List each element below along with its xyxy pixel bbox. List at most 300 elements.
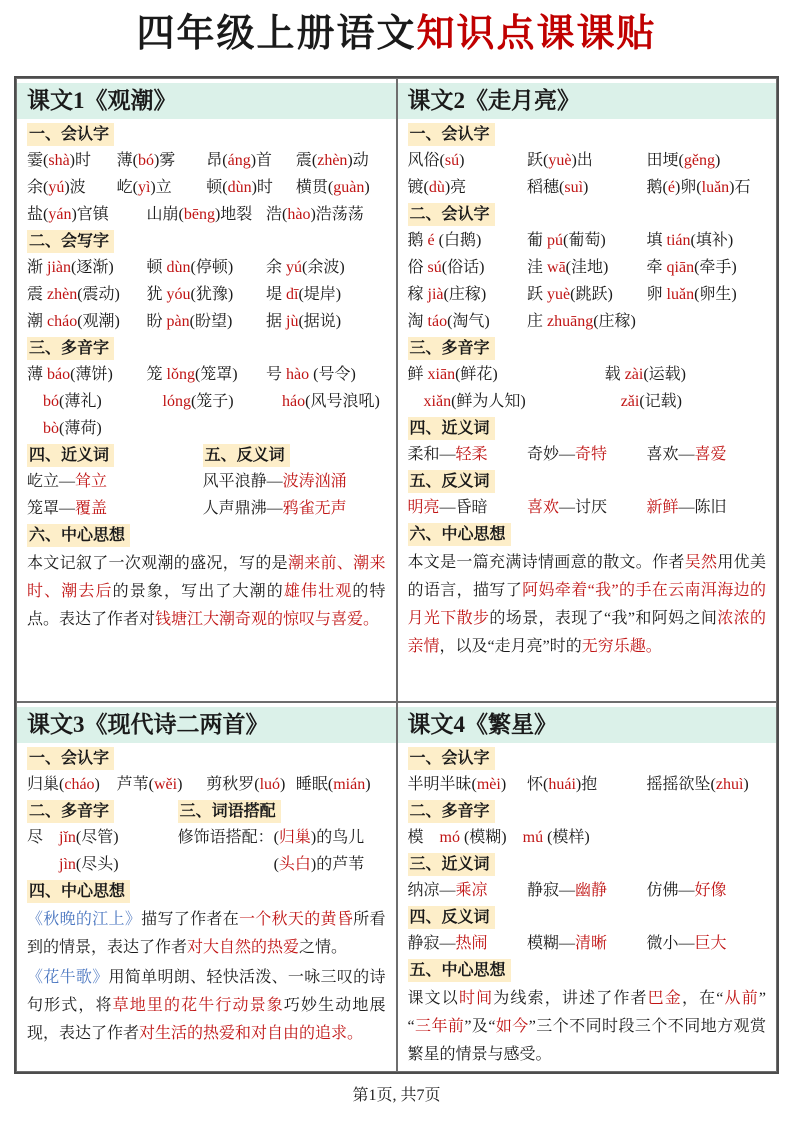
- text: 霎(: [27, 151, 49, 169]
- text: (犹豫): [190, 285, 234, 303]
- text: 摇摇欲坠(: [646, 775, 716, 793]
- vocab-entry: [27, 203, 147, 227]
- vocab-entry: [178, 853, 386, 877]
- text: )动: [347, 151, 369, 169]
- vocab-entry: [27, 310, 147, 334]
- text: 屹立—: [27, 472, 76, 490]
- text: 犹: [146, 285, 167, 303]
- section-label-row: [27, 524, 386, 547]
- text: (: [177, 855, 279, 873]
- vocab-entry: [203, 470, 386, 494]
- text: 渐: [27, 258, 48, 276]
- text: 模: [407, 828, 440, 846]
- text: )地裂: [214, 205, 253, 223]
- text: 纳凉—: [407, 881, 456, 899]
- summary-paragraph: [27, 964, 386, 1048]
- text: )首: [250, 151, 273, 169]
- vocab-entry: [296, 773, 386, 797]
- vocab-entry: [408, 932, 528, 956]
- text: ): [94, 775, 100, 793]
- text: 芦苇(: [116, 775, 154, 793]
- text: 剪秋罗(: [206, 775, 260, 793]
- vocab-row: [408, 826, 767, 850]
- red-text: gěng: [683, 151, 715, 169]
- text: ): [583, 178, 589, 196]
- text: 顿(: [206, 178, 228, 196]
- red-text: 轻柔: [455, 445, 488, 463]
- text: (白鹅): [438, 231, 482, 249]
- red-text: luǎn: [666, 285, 695, 303]
- vocab-entry: [647, 283, 767, 307]
- text: (逐渐): [71, 258, 114, 276]
- text: 横贯(: [295, 178, 334, 196]
- text: )时: [251, 178, 273, 196]
- red-text: 耸立: [75, 472, 108, 490]
- text: )抱: [575, 775, 598, 793]
- summary-paragraph: [27, 550, 386, 634]
- text: (盼望): [189, 312, 233, 330]
- vocab-entry: [147, 256, 267, 280]
- lessons-table: [14, 76, 779, 1074]
- section-label-row: [27, 880, 386, 903]
- text: 洼: [527, 258, 548, 276]
- vocab-entry: [527, 932, 647, 956]
- vocab-entry: [27, 149, 117, 173]
- text: (庄稼): [443, 285, 487, 303]
- section-label: 二、多音字: [27, 800, 114, 823]
- red-text: xiǎn: [423, 392, 452, 410]
- text: —陈旧: [678, 498, 727, 516]
- text: (薄饼): [70, 365, 113, 383]
- red-text: háo: [282, 392, 306, 410]
- section-label-row: [408, 959, 767, 982]
- red-text: yán: [48, 205, 72, 223]
- red-text: báo: [47, 365, 71, 383]
- red-text: sú: [427, 258, 442, 276]
- text: 盐(: [27, 205, 49, 223]
- text: 镀(: [407, 178, 429, 196]
- section-label: 一、会认字: [408, 123, 495, 146]
- summary-paragraph: [27, 906, 386, 962]
- red-text: 头白: [278, 855, 311, 873]
- lesson-4-body: [408, 747, 767, 1069]
- text: )立: [150, 178, 172, 196]
- vocab-entry: [647, 443, 767, 467]
- text: 牵: [646, 258, 667, 276]
- vocab-row: [408, 176, 767, 200]
- lesson-1-body: [27, 123, 386, 634]
- vocab-entry: [117, 149, 207, 173]
- lesson-3-body: [27, 747, 386, 1048]
- vocab-row: [408, 283, 767, 307]
- red-text: 吴然: [684, 553, 718, 571]
- vocab-entry: [27, 497, 203, 521]
- text: 仿佛—: [646, 881, 695, 899]
- text: 填: [646, 231, 667, 249]
- text: 跃: [527, 285, 548, 303]
- text: [605, 393, 621, 410]
- text: )出: [571, 151, 593, 169]
- section-label-row: [408, 800, 767, 823]
- red-text: zhuāng: [547, 312, 594, 330]
- cell-lesson-1: [16, 78, 397, 702]
- text: (号令): [309, 365, 356, 383]
- red-text: 波涛汹涌: [282, 472, 347, 490]
- text: (尽头): [75, 855, 119, 873]
- red-text: táo: [427, 312, 448, 330]
- text: ，在“: [681, 989, 724, 1007]
- red-text: 钱塘江大潮奇观的惊叹与喜爱。: [155, 610, 380, 628]
- red-text: mú: [522, 828, 544, 846]
- vocab-row: [408, 496, 767, 520]
- section-label: 五、反义词: [203, 444, 290, 467]
- red-text: dùn: [227, 178, 252, 196]
- red-text: 喜爱: [694, 445, 727, 463]
- red-text: yì: [137, 178, 151, 196]
- text: 柔和—: [407, 445, 456, 463]
- text: (笼子): [190, 392, 234, 410]
- vocab-entry: [647, 256, 767, 280]
- text: 的特点。表达了作者对: [27, 582, 386, 628]
- text: (震动): [77, 285, 120, 303]
- vocab-entry: [527, 176, 647, 200]
- vocab-row: [408, 773, 767, 797]
- vocab-entry: [408, 310, 528, 334]
- vocab-entry: [27, 363, 147, 387]
- text: (模糊): [459, 828, 523, 846]
- vocab-row: [27, 256, 386, 280]
- vocab-row: [408, 932, 767, 956]
- text: 描写了作者在: [141, 910, 239, 928]
- text: [147, 393, 163, 410]
- vocab-entry: [147, 203, 267, 227]
- text: (停顿): [190, 258, 234, 276]
- vocab-entry: [266, 283, 386, 307]
- text: ): [280, 775, 286, 793]
- section-label: 二、会认字: [408, 203, 495, 226]
- red-text: 时间: [458, 989, 494, 1007]
- text: 半明半昧(: [407, 775, 477, 793]
- text: (运载): [643, 365, 687, 383]
- red-text: qiān: [666, 258, 695, 276]
- text: (葡萄): [563, 231, 606, 249]
- section-label: 六、中心思想: [27, 524, 130, 547]
- text: 修饰语搭配：(: [177, 828, 279, 846]
- red-text: 无穷乐趣。: [581, 637, 662, 655]
- text: 静寂—: [527, 881, 576, 899]
- vocab-entry: [27, 390, 147, 414]
- red-text: 一个秋天的黄昏: [239, 910, 354, 928]
- red-text: hào: [287, 205, 311, 223]
- lesson-4-title: 课文4《繁星》: [398, 707, 777, 743]
- vocab-entry: [408, 176, 528, 200]
- vocab-entry: [408, 390, 605, 414]
- red-text: yóu: [166, 285, 191, 303]
- section-label: 四、反义词: [408, 906, 495, 929]
- vocab-row: [408, 363, 767, 387]
- vocab-row: [27, 310, 386, 334]
- red-text: mèi: [476, 775, 501, 793]
- section-label-row: [27, 123, 386, 146]
- vocab-entry: [527, 443, 647, 467]
- text: (洼地): [565, 258, 609, 276]
- text: (尽管): [75, 828, 119, 846]
- text: ，以及“走月亮”时的: [439, 637, 582, 655]
- red-text: 巴金: [647, 989, 682, 1007]
- text: —昏暗: [439, 498, 488, 516]
- vocab-entry: [206, 149, 296, 173]
- text: 风平浪静—: [202, 472, 283, 490]
- red-text: mó: [439, 828, 460, 846]
- vocab-entry: [647, 773, 767, 797]
- text: 跃(: [527, 151, 549, 169]
- text: 鹅(: [646, 178, 668, 196]
- vocab-row: [27, 363, 386, 387]
- text: 卵: [646, 285, 667, 303]
- section-label: 一、会认字: [27, 123, 114, 146]
- red-text: xiān: [427, 365, 456, 383]
- vocab-entry: [203, 497, 386, 521]
- vocab-entry: [527, 149, 647, 173]
- section-label: 二、多音字: [408, 800, 495, 823]
- lesson-2-body: [408, 123, 767, 661]
- text: 鹅: [407, 231, 428, 249]
- text: 为线索，讲述了作者: [493, 989, 648, 1007]
- red-text: jù: [286, 312, 299, 330]
- vocab-row: [408, 390, 767, 414]
- section-label: 二、会写字: [27, 230, 114, 253]
- vocab-entry: [408, 773, 528, 797]
- section-label: 四、近义词: [408, 417, 495, 440]
- cell-lesson-2: [397, 78, 778, 702]
- red-text: é: [667, 178, 675, 196]
- red-text: 浓浓的亲情: [407, 609, 766, 655]
- red-text: 如今: [495, 1017, 529, 1035]
- text: [266, 393, 282, 410]
- cell-lesson-3: [16, 702, 397, 1072]
- red-text: 乘凉: [455, 881, 488, 899]
- text: 本文是一篇充满诗情画意的散文。作者: [407, 553, 685, 571]
- text: (薄礼): [59, 392, 102, 410]
- text: (堤岸): [298, 285, 342, 303]
- red-text: bò: [43, 419, 60, 437]
- section-label-row: [408, 417, 767, 440]
- vocab-entry: [27, 853, 178, 877]
- red-text: 对生活的热爱和对自由的追求。: [139, 1024, 364, 1042]
- text: [27, 420, 43, 437]
- red-text: 草地里的花牛行动景象: [112, 996, 284, 1014]
- vocab-entry: [605, 363, 766, 387]
- text: )亮: [444, 178, 467, 196]
- vocab-entry: [408, 149, 528, 173]
- vocab-entry: [296, 149, 386, 173]
- text: 薄(: [116, 151, 138, 169]
- text: 庄: [527, 312, 548, 330]
- red-text: jìn: [59, 855, 76, 873]
- red-text: 对大自然的热爱: [187, 938, 300, 956]
- cell-lesson-4: [397, 702, 778, 1072]
- red-text: 从前: [723, 989, 759, 1007]
- text: ): [365, 775, 371, 793]
- section-label: 五、反义词: [408, 470, 495, 493]
- blue-text: 《花牛歌》: [27, 968, 109, 986]
- red-text: luó: [259, 775, 281, 793]
- vocab-row: [27, 826, 386, 850]
- text: 鲜: [407, 365, 428, 383]
- vocab-entry: [178, 826, 386, 850]
- red-text: pàn: [166, 312, 190, 330]
- text: 微小—: [646, 934, 695, 952]
- text: (余波): [302, 258, 345, 276]
- vocab-row: [27, 176, 386, 200]
- red-text: wěi: [153, 775, 178, 793]
- text: )浩荡荡: [310, 205, 364, 223]
- vocab-row: [27, 417, 386, 441]
- vocab-entry: [408, 879, 528, 903]
- text: )卵(: [674, 178, 702, 196]
- text: [27, 856, 59, 873]
- red-text: 明亮: [407, 498, 440, 516]
- red-text: luǎn: [701, 178, 730, 196]
- red-text: cháo: [64, 775, 95, 793]
- text: 奇妙—: [527, 445, 576, 463]
- vocab-entry: [527, 283, 647, 307]
- vocab-entry: [527, 496, 647, 520]
- text: 潮: [27, 312, 48, 330]
- text: 薄: [27, 365, 48, 383]
- vocab-entry: [147, 283, 267, 307]
- red-text: 鸦雀无声: [282, 499, 347, 517]
- red-text: 巨大: [694, 934, 727, 952]
- text: (笼罩): [194, 365, 238, 383]
- text: [408, 393, 424, 410]
- text: (鲜为人知): [451, 392, 526, 410]
- vocab-entry: [647, 879, 767, 903]
- red-text: mián: [333, 775, 366, 793]
- vocab-entry: [266, 256, 386, 280]
- vocab-entry: [27, 470, 203, 494]
- vocab-entry: [647, 932, 767, 956]
- vocab-entry: [647, 149, 767, 173]
- vocab-row: [27, 390, 386, 414]
- text: 顿: [146, 258, 167, 276]
- text: ): [743, 775, 749, 793]
- vocab-entry: [147, 363, 267, 387]
- section-label: 四、近义词: [27, 444, 114, 467]
- text: 屹(: [116, 178, 138, 196]
- text: (观潮): [77, 312, 120, 330]
- vocab-entry: [408, 826, 767, 850]
- text: 喜欢—: [646, 445, 695, 463]
- section-label: 三、词语搭配: [178, 800, 281, 823]
- text: (填补): [690, 231, 734, 249]
- vocab-entry: [527, 310, 647, 334]
- text: 山崩(: [146, 205, 184, 223]
- section-label: 四、中心思想: [27, 880, 130, 903]
- vocab-entry: [527, 773, 647, 797]
- text: 震: [27, 285, 48, 303]
- text: 尽: [27, 828, 60, 846]
- red-text: zài: [624, 365, 644, 383]
- red-text: bó: [137, 151, 154, 169]
- text: )官镇: [71, 205, 109, 223]
- blue-text: 《秋晚的江上》: [27, 910, 142, 928]
- text: (鲜花): [455, 365, 498, 383]
- red-text: 潮来前、潮来时、潮去后: [27, 554, 386, 600]
- red-text: tián: [666, 231, 691, 249]
- red-text: wā: [547, 258, 566, 276]
- vocab-entry: [206, 773, 296, 797]
- red-text: 幽静: [575, 881, 608, 899]
- red-text: dī: [286, 285, 299, 303]
- vocab-entry: [647, 496, 767, 520]
- text: 余: [266, 258, 287, 276]
- section-label-row: [408, 123, 767, 146]
- vocab-row: [27, 203, 386, 227]
- red-text: hào: [286, 365, 310, 383]
- vocab-entry: [206, 176, 296, 200]
- section-label-row: [27, 337, 386, 360]
- section-label-row: [408, 337, 767, 360]
- text: 所看到的情景，表达了作者: [27, 910, 386, 956]
- text: [27, 393, 43, 410]
- red-text: 归巢: [278, 828, 311, 846]
- text: 归巢(: [27, 775, 65, 793]
- section-label-row: [27, 800, 386, 823]
- text: (卵生): [694, 285, 737, 303]
- red-text: sú: [444, 151, 460, 169]
- red-text: shà: [48, 151, 70, 169]
- vocab-row: [27, 283, 386, 307]
- red-text: yuè: [547, 285, 571, 303]
- text: ”三个不同时段三个不同地方观赏繁星的情景与感受。: [407, 1017, 766, 1063]
- text: 稼: [407, 285, 428, 303]
- summary-paragraph: [408, 549, 767, 661]
- text: 堤: [266, 285, 287, 303]
- summary-paragraph: [408, 985, 767, 1069]
- red-text: 奇特: [575, 445, 608, 463]
- text: (模样): [543, 828, 590, 846]
- section-label-row: [27, 230, 386, 253]
- vocab-entry: [647, 176, 767, 200]
- text: 据: [266, 312, 287, 330]
- page-number: 第1页, 共7页: [352, 1087, 441, 1104]
- text: 浩(: [266, 205, 288, 223]
- text: ” “: [407, 989, 766, 1035]
- vocab-row: [408, 229, 767, 253]
- text: 睡眠(: [295, 775, 334, 793]
- red-text: cháo: [47, 312, 78, 330]
- red-text: 好像: [694, 881, 727, 899]
- section-label: 一、会认字: [27, 747, 114, 770]
- text: )石: [729, 178, 751, 196]
- red-text: jiàn: [47, 258, 72, 276]
- text: 田埂(: [646, 151, 684, 169]
- text: )的鸟儿: [310, 828, 365, 846]
- text: 稻穗(: [527, 178, 565, 196]
- text: (庄稼): [593, 312, 636, 330]
- text: 用优美的语言，描写了: [407, 553, 766, 599]
- section-label-row: [408, 853, 767, 876]
- red-text: 覆盖: [75, 499, 108, 517]
- vocab-row: [408, 310, 767, 334]
- section-label-row: [408, 747, 767, 770]
- red-text: áng: [227, 151, 251, 169]
- red-text: bēng: [183, 205, 215, 223]
- text: 俗: [407, 258, 428, 276]
- vocab-entry: [266, 310, 386, 334]
- vocab-entry: [408, 363, 605, 387]
